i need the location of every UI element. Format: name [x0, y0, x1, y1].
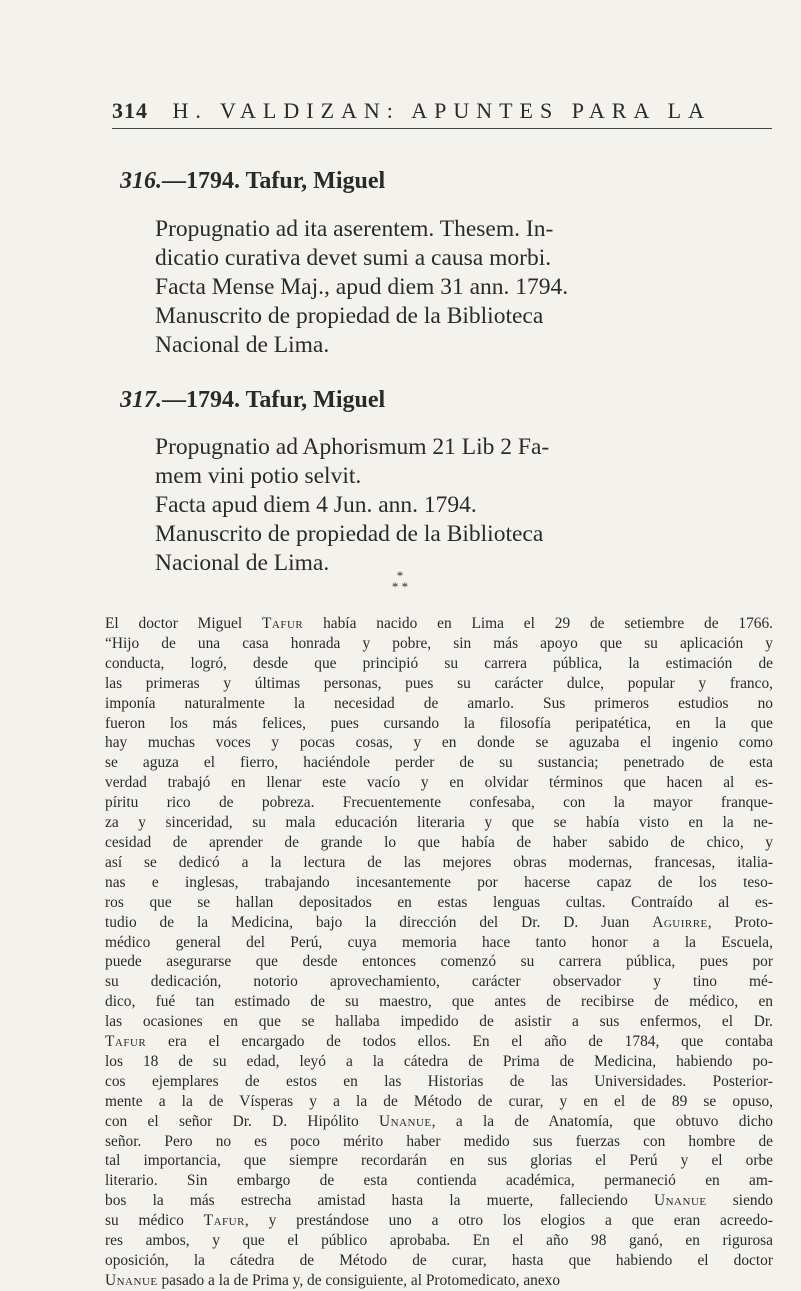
entry-line: Nacional de Lima.: [155, 550, 330, 576]
paragraph-text: cesidad de aprender de grande lo que había de haber sabido de chico, y: [105, 833, 773, 851]
paragraph-text: bos la más estrecha amistad hasta la muerte, falleciendo: [105, 1192, 654, 1210]
paragraph-line: [105, 813, 773, 833]
paragraph-text: su dedicación, notorio aprovechamiento, carácter observador y tino mé-: [105, 973, 773, 991]
running-title: H. VALDIZAN: APUNTES PARA LA: [172, 98, 711, 123]
person-name-smallcaps: Aguirre: [652, 913, 708, 931]
entry-heading-316: [120, 168, 385, 195]
paragraph-text: El doctor Miguel: [105, 615, 262, 632]
entry-heading-317: [120, 387, 385, 414]
entry-line: Facta Mense Maj., apud diem 31 ann. 1794.: [155, 274, 569, 300]
person-name-smallcaps: Tafur: [105, 1033, 147, 1051]
paragraph-line: [105, 753, 773, 773]
paragraph-line: [105, 634, 773, 654]
paragraph-text: los 18 de su edad, leyó a la cátedra de Prima de Medicina, habiendo po-: [105, 1052, 773, 1070]
paragraph-text: fueron los más felices, pues cursando la filosofía peripatética, en la que: [105, 714, 773, 732]
paragraph-text: , y prestándose uno a otro los elogios a que eran acreedo-: [244, 1212, 773, 1230]
entry-number: 316.: [120, 168, 162, 194]
person-name-smallcaps: Unanue: [379, 1112, 432, 1130]
paragraph-text: , Proto-: [707, 913, 773, 931]
entry-line: dicatio curativa devet sumi a causa morbi.: [155, 245, 552, 271]
paragraph-line: [105, 733, 773, 753]
paragraph-text: literario. Sin embargo de esta contienda académica, permaneció en am-: [105, 1172, 773, 1190]
paragraph-text: za y sinceridad, su mala educación literaria y que se había visto en la ne-: [105, 814, 773, 832]
paragraph-line: [105, 893, 773, 913]
paragraph-text: señor. Pero no es poco mérito haber medido sus fuerzas con hombre de: [105, 1132, 773, 1150]
asterism-top: *: [396, 568, 404, 583]
paragraph-line: [105, 1171, 773, 1191]
header-rule: [112, 128, 772, 129]
person-name-smallcaps: Tafur: [261, 615, 304, 632]
paragraph-text: imponía naturalmente la necesidad de amarlo. Sus primeros estudios no: [105, 694, 773, 712]
entry-title: —1794. Tafur, Miguel: [162, 168, 386, 194]
paragraph-text: siendo: [706, 1192, 773, 1210]
paragraph-text: nas e inglesas, trabajando incesantemente por hacerse capaz de los teso-: [105, 873, 773, 891]
paragraph-line: [105, 1072, 773, 1092]
paragraph-line: [105, 853, 773, 873]
paragraph-text: cos ejemplares de estos en las Historias de las Universidades. Posterior-: [105, 1072, 773, 1090]
paragraph-line: [105, 793, 773, 813]
paragraph-text: tal importancia, que siempre recordarán en sus glorias el Perú y el orbe: [105, 1152, 773, 1170]
paragraph-line: [105, 1112, 773, 1132]
entry-number: 317.: [120, 387, 162, 413]
paragraph-line: [105, 833, 773, 853]
paragraph-line: [105, 1092, 773, 1112]
paragraph-line: [105, 873, 773, 893]
page-number: 314: [112, 98, 148, 123]
paragraph-line: [105, 1251, 773, 1271]
paragraph-text: tudio de la Medicina, bajo la dirección del Dr. D. Juan: [105, 913, 653, 931]
entry-body-316: [155, 215, 775, 360]
paragraph-text: “Hijo de una casa honrada y pobre, sin más apoyo que su aplicación y: [105, 634, 773, 652]
entry-line: Manuscrito de propiedad de la Biblioteca: [155, 521, 544, 547]
paragraph-line: [105, 654, 773, 674]
entry-line: Propugnatio ad Aphorismum 21 Lib 2 Fa-: [155, 434, 550, 460]
paragraph-text: verdad trabajó en llenar este vacío y en olvidar términos que hacen al es-: [105, 774, 773, 792]
body-paragraph: [105, 614, 773, 1291]
paragraph-line: [105, 1032, 773, 1052]
paragraph-line: [105, 1151, 773, 1171]
paragraph-line: [105, 1012, 773, 1032]
paragraph-line: [105, 1052, 773, 1072]
paragraph-text: oposición, la cátedra de Método de curar, hasta que habiendo el doctor: [105, 1252, 773, 1269]
paragraph-text: las primeras y últimas personas, pues su carácter dulce, popular y franco,: [105, 674, 773, 692]
paragraph-text: médico general del Perú, cuya memoria hace tanto honor a la Escuela,: [105, 933, 773, 951]
entry-line: Manuscrito de propiedad de la Biblioteca: [155, 303, 544, 329]
paragraph-text: dico, fué tan estimado de su maestro, que antes de recibirse de médico, en: [105, 993, 773, 1011]
entry-line: Propugnatio ad ita aserentem. Thesem. In-: [155, 216, 554, 242]
paragraph-text: había nacido en Lima el 29 de setiembre de 1766.: [303, 615, 774, 632]
paragraph-line: [105, 1191, 773, 1211]
paragraph-text: pasado a la de Prima y, de consiguiente, al Protomedicato, anexo: [157, 1271, 561, 1289]
paragraph-line: [105, 694, 773, 714]
entry-line: mem vini potio selvit.: [155, 463, 362, 489]
entry-line: Nacional de Lima.: [155, 332, 330, 358]
entry-body-317: [155, 433, 775, 578]
paragraph-text: píritu rico de pobreza. Frecuentemente confesaba, con la mayor franque-: [105, 794, 773, 812]
paragraph-text: conducta, logró, desde que principió su carrera pública, la estimación de: [105, 654, 773, 672]
paragraph-text: las ocasiones en que se hallaba impedido de asistir a sus enfermos, el Dr.: [105, 1013, 773, 1031]
person-name-smallcaps: Unanue: [654, 1192, 707, 1210]
paragraph-line: [105, 714, 773, 734]
paragraph-text: con el señor Dr. D. Hipólito: [105, 1112, 380, 1130]
paragraph-line: [105, 1211, 773, 1231]
paragraph-text: era el encargado de todos ellos. En el año de 1784, que contaba: [146, 1033, 773, 1051]
paragraph-line: [105, 913, 773, 933]
paragraph-line: [105, 1132, 773, 1152]
paragraph-text: puede asegurarse que desde entonces comenzó su carrera pública, pues por: [105, 953, 773, 971]
entry-line: Facta apud diem 4 Jun. ann. 1794.: [155, 492, 477, 518]
paragraph-text: res ambos, y que el público aprobaba. En el año 98 ganó, en rigurosa: [105, 1232, 773, 1250]
asterism-bottom: * *: [391, 579, 409, 594]
person-name-smallcaps: Unanue: [105, 1271, 158, 1289]
paragraph-line: [105, 952, 773, 972]
paragraph-text: hay muchas voces y pocas cosas, y en donde se aguzaba el ingenio como: [105, 734, 773, 752]
paragraph-text: su médico: [105, 1212, 204, 1230]
entry-title: —1794. Tafur, Miguel: [162, 387, 386, 413]
paragraph-text: mente a la de Vísperas y a la de Método de curar, y en el de 89 se opuso,: [105, 1092, 773, 1110]
paragraph-text: ros que se hallan depositados en estas lenguas cultas. Contraído al es-: [105, 893, 773, 911]
paragraph-line: [105, 614, 773, 634]
paragraph-line: [105, 1271, 773, 1291]
paragraph-text: se aguza el fierro, haciéndole perder de su sustancia; penetrado de esta: [105, 754, 773, 772]
paragraph-line: [105, 674, 773, 694]
paragraph-line: [105, 773, 773, 793]
running-head: [112, 98, 772, 124]
person-name-smallcaps: Tafur: [203, 1212, 245, 1230]
paragraph-text: así se dedicó a la lectura de las mejores obras modernas, francesas, italia-: [105, 853, 773, 871]
paragraph-line: [105, 992, 773, 1012]
paragraph-line: [105, 972, 773, 992]
asterism: [370, 570, 430, 592]
paragraph-line: [105, 933, 773, 953]
paragraph-line: [105, 1231, 773, 1251]
paragraph-text: , a la de Anatomía, que obtuvo dicho: [431, 1112, 773, 1130]
